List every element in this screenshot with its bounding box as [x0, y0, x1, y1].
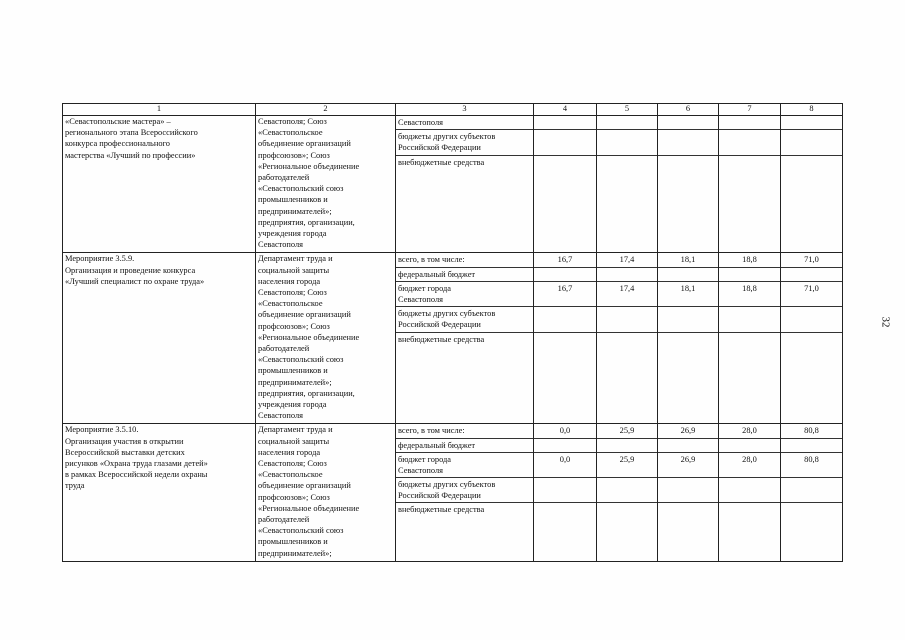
executor-text-line: социальной защиты: [258, 436, 330, 446]
amount-value: [658, 116, 718, 130]
executor-text-line: «Севастопольский союз: [258, 184, 344, 194]
funding-source-line: федеральный бюджет: [398, 269, 476, 279]
executor-text-line: объединение организаций: [258, 139, 351, 149]
executor-text-line: «Региональное объединение: [258, 503, 360, 513]
funding-source-line: Российской Федерации: [398, 143, 481, 153]
amount-value: [719, 268, 780, 282]
year-value-cell: [597, 253, 658, 424]
event-text-line: «Севастопольские мастера» –: [65, 117, 171, 126]
amount-value: [719, 116, 780, 130]
event-text-line: Организация участия в открытии: [65, 436, 184, 446]
funding-source: [396, 439, 533, 453]
funding-source-line: внебюджетные средства: [398, 505, 485, 515]
funding-source-cell: [396, 424, 534, 561]
amount-value: [534, 156, 596, 253]
column-number: 1: [63, 104, 256, 116]
column-number: 8: [781, 104, 843, 116]
executor-text-line: Севастополя; Союз: [258, 287, 327, 297]
amount-value: [781, 439, 842, 453]
executor-text-line: Севастополя: [258, 411, 304, 421]
funding-source-cell: [396, 253, 534, 424]
funding-source-line: всего, в том числе:: [398, 426, 465, 436]
event-text-line: труда: [65, 481, 85, 491]
funding-source: [396, 268, 533, 282]
amount-value: [658, 268, 718, 282]
funding-source-line: Севастополя: [398, 118, 444, 127]
amount-value: [597, 130, 657, 155]
amount-value: 71,0: [781, 282, 842, 307]
amount-value: [658, 307, 718, 332]
executor-text-line: «Севастопольское: [258, 470, 323, 480]
amount-value: [781, 503, 842, 560]
executor-text-line: промышленников и: [258, 537, 328, 547]
year-value-cell: [658, 424, 719, 561]
executor-text-line: промышленников и: [258, 366, 328, 376]
amount-value: [534, 333, 596, 424]
year-value-cell: [597, 424, 658, 561]
funding-source-line: Российской Федерации: [398, 491, 481, 501]
funding-source-cell: [396, 116, 534, 253]
year-value-cell: [781, 253, 843, 424]
executor-text-line: «Севастопольское: [258, 128, 323, 138]
amount-value: 18,1: [658, 253, 718, 267]
column-number: 5: [597, 104, 658, 116]
executor-text-line: работодателей: [258, 173, 310, 183]
funding-source-line: бюджет города: [398, 283, 452, 293]
amount-value: [658, 333, 718, 424]
event-text-line: мастерства «Лучший по профессии»: [65, 150, 196, 160]
amount-value: [597, 333, 657, 424]
amount-value: [658, 478, 718, 503]
column-number: 7: [719, 104, 781, 116]
funding-source-line: бюджеты других субъектов: [398, 480, 496, 490]
amount-value: [781, 478, 842, 503]
amount-value: [719, 130, 780, 155]
amount-value: [719, 439, 780, 453]
column-number: 6: [658, 104, 719, 116]
financing-table: [62, 103, 843, 562]
executor-text-line: «Севастопольский союз: [258, 355, 344, 365]
year-value-cell: [597, 116, 658, 253]
amount-value: [534, 439, 596, 453]
funding-source: [396, 307, 533, 332]
executor-text-line: работодателей: [258, 344, 310, 353]
funding-source: [396, 453, 533, 478]
funding-source: [396, 424, 533, 438]
year-value-cell: [719, 253, 781, 424]
executor-text-line: учреждения города: [258, 400, 327, 410]
executor-text-line: «Севастопольское: [258, 299, 323, 309]
amount-value: [781, 333, 842, 424]
funding-source-line: всего, в том числе:: [398, 255, 465, 265]
executor-text-line: профсоюзов»; Союз: [258, 492, 330, 502]
executor-cell: [256, 424, 396, 561]
event-text-line: рисунков «Охрана труда глазами детей»: [65, 458, 208, 468]
amount-value: 0,0: [534, 453, 596, 478]
amount-value: [781, 307, 842, 332]
amount-value: [719, 307, 780, 332]
executor-text-line: промышленников и: [258, 195, 328, 205]
amount-value: [597, 156, 657, 253]
executor-cell: [256, 116, 396, 253]
funding-source-line: бюджеты других субъектов: [398, 132, 496, 142]
event-text-line: конкурса профессионального: [65, 139, 170, 149]
year-value-cell: [658, 116, 719, 253]
executor-text-line: профсоюзов»; Союз: [258, 321, 330, 331]
amount-value: 18,8: [719, 282, 780, 307]
funding-source: [396, 130, 533, 155]
year-value-cell: [719, 424, 781, 561]
table-row: [63, 253, 843, 424]
executor-text-line: социальной защиты: [258, 265, 330, 275]
amount-value: 18,8: [719, 253, 780, 267]
executor-text-line: Севастополя: [258, 240, 304, 250]
event-cell: [63, 253, 256, 424]
executor-text-line: предпринимателей»;: [258, 377, 332, 387]
amount-value: 17,4: [597, 253, 657, 267]
event-cell: [63, 424, 256, 561]
executor-text-line: «Региональное объединение: [258, 332, 360, 342]
amount-value: [597, 503, 657, 560]
amount-value: 26,9: [658, 424, 718, 438]
year-value-cell: [534, 253, 597, 424]
amount-value: [597, 116, 657, 130]
funding-source: [396, 282, 533, 307]
funding-source-line: Севастополя: [398, 294, 444, 304]
executor-text-line: Департамент труда и: [258, 425, 333, 435]
funding-source-line: Российской Федерации: [398, 320, 481, 330]
amount-value: 26,9: [658, 453, 718, 478]
executor-text-line: «Севастопольский союз: [258, 526, 344, 536]
funding-source: [396, 503, 533, 560]
table-row: [63, 116, 843, 253]
amount-value: [597, 478, 657, 503]
year-value-cell: [781, 116, 843, 253]
column-number-row: [63, 104, 843, 116]
executor-text-line: учреждения города: [258, 229, 327, 239]
executor-text-line: объединение организаций: [258, 481, 351, 491]
funding-source-line: федеральный бюджет: [398, 440, 476, 450]
year-value-cell: [658, 253, 719, 424]
amount-value: [534, 268, 596, 282]
executor-text-line: Севастополя; Союз: [258, 117, 327, 126]
amount-value: 80,8: [781, 424, 842, 438]
amount-value: [719, 478, 780, 503]
year-value-cell: [534, 424, 597, 561]
amount-value: [658, 130, 718, 155]
amount-value: 17,4: [597, 282, 657, 307]
executor-cell: [256, 253, 396, 424]
amount-value: [597, 307, 657, 332]
funding-source-line: бюджеты других субъектов: [398, 309, 496, 319]
amount-value: 80,8: [781, 453, 842, 478]
funding-source-line: бюджет города: [398, 454, 452, 464]
amount-value: [719, 503, 780, 560]
amount-value: [534, 478, 596, 503]
funding-source: [396, 478, 533, 503]
amount-value: [597, 439, 657, 453]
amount-value: [658, 503, 718, 560]
amount-value: 0,0: [534, 424, 596, 438]
executor-text-line: предприятия, организации,: [258, 217, 355, 227]
executor-text-line: населения города: [258, 276, 321, 286]
column-number: 2: [256, 104, 396, 116]
amount-value: [781, 268, 842, 282]
amount-value: [534, 130, 596, 155]
executor-text-line: «Региональное объединение: [258, 161, 360, 171]
amount-value: [597, 268, 657, 282]
amount-value: 25,9: [597, 424, 657, 438]
executor-text-line: населения города: [258, 447, 321, 457]
amount-value: 28,0: [719, 453, 780, 478]
year-value-cell: [719, 116, 781, 253]
amount-value: [719, 333, 780, 424]
amount-value: 16,7: [534, 282, 596, 307]
funding-source-line: внебюджетные средства: [398, 157, 485, 167]
amount-value: [534, 503, 596, 560]
executor-text-line: Департамент труда и: [258, 254, 333, 264]
funding-source: [396, 116, 533, 130]
amount-value: 71,0: [781, 253, 842, 267]
event-text-line: регионального этапа Всероссийского: [65, 128, 198, 138]
event-text-line: Мероприятие 3.5.10.: [65, 425, 139, 435]
event-text-line: в рамках Всероссийской недели охраны: [65, 470, 208, 480]
event-text-line: Всероссийской выставки детских: [65, 447, 185, 457]
column-number: 4: [534, 104, 597, 116]
amount-value: [781, 156, 842, 253]
amount-value: [534, 307, 596, 332]
executor-text-line: Севастополя; Союз: [258, 458, 327, 468]
table-row: [63, 424, 843, 561]
executor-text-line: предпринимателей»;: [258, 548, 332, 558]
funding-source: [396, 156, 533, 253]
executor-text-line: предприятия, организации,: [258, 388, 355, 398]
event-cell: [63, 116, 256, 253]
year-value-cell: [534, 116, 597, 253]
funding-source: [396, 333, 533, 424]
executor-text-line: профсоюзов»; Союз: [258, 150, 330, 160]
amount-value: 16,7: [534, 253, 596, 267]
amount-value: 18,1: [658, 282, 718, 307]
column-number: 3: [396, 104, 534, 116]
event-text-line: Мероприятие 3.5.9.: [65, 254, 135, 264]
event-text-line: «Лучший специалист по охране труда»: [65, 276, 205, 286]
event-text-line: Организация и проведение конкурса: [65, 265, 196, 275]
amount-value: [781, 116, 842, 130]
page-number: 32: [879, 316, 892, 328]
amount-value: [719, 156, 780, 253]
funding-source-line: внебюджетные средства: [398, 334, 485, 344]
amount-value: [534, 116, 596, 130]
amount-value: 25,9: [597, 453, 657, 478]
amount-value: [781, 130, 842, 155]
amount-value: [658, 156, 718, 253]
funding-source: [396, 253, 533, 267]
year-value-cell: [781, 424, 843, 561]
amount-value: [658, 439, 718, 453]
amount-value: 28,0: [719, 424, 780, 438]
executor-text-line: предпринимателей»;: [258, 206, 332, 216]
executor-text-line: работодателей: [258, 514, 310, 524]
executor-text-line: объединение организаций: [258, 310, 351, 320]
funding-source-line: Севастополя: [398, 465, 444, 475]
